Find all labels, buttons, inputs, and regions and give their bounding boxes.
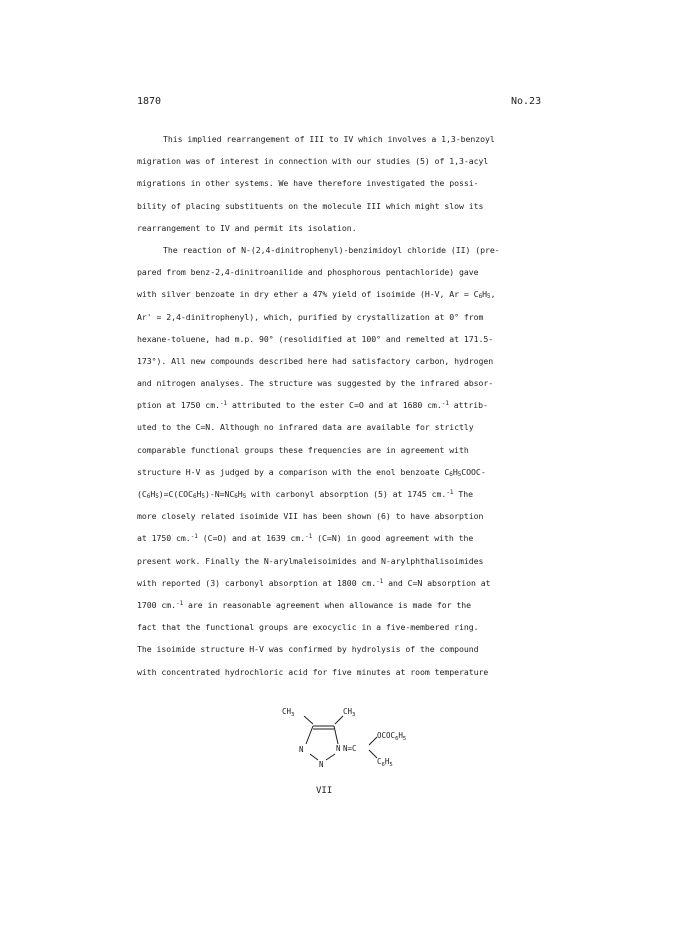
ch3-left-label: $CH_3$ (282, 707, 295, 718)
text-line: The isoimide structure H-V was confirmed by hydrolysis of the compound (137, 644, 479, 655)
text-line: at 1750 cm.$^{-1}$ (C=O) and at 1639 cm.$^{-1}$ (C=N) in good agreement with the (137, 533, 474, 544)
structure-label: VII (316, 786, 333, 796)
imine-label: N=C (343, 744, 357, 753)
text-line: hexane-toluene, had m.p. 90° (resolidified at 100° and remelted at 171.5- (137, 333, 494, 344)
text-line: The reaction of N-(2,4-dinitrophenyl)-benzimidoyl chloride (II) (pre- (163, 244, 500, 255)
chemical-structure-vii (280, 704, 407, 784)
text-line: structure H-V as judged by a comparison with the enol benzoate $C_6H_5COOC-$ (137, 466, 486, 478)
text-line: with reported (3) carbonyl absorption at 1800 cm.$^{-1}$ and C=N absorption at (137, 577, 491, 588)
text-line: fact that the functional groups are exocyclic in a five-membered ring. (137, 622, 479, 633)
ester-label: $OCOC_6H_5$ (377, 731, 407, 742)
text-line: Ar' = 2,4-dinitrophenyl), which, purified by crystallization at 0° from (137, 311, 484, 322)
text-line: uted to the C=N. Although no infrared data are available for strictly (137, 422, 474, 433)
text-line: comparable functional groups these frequencies are in agreement with (137, 444, 469, 455)
text-line: and nitrogen analyses. The structure was suggested by the infrared absor- (137, 378, 494, 389)
text-line: with concentrated hydrochloric acid for five minutes at room temperature (137, 666, 489, 677)
text-line: $(C_6H_5)=C(COC_6H_5)-N=NC_6H_5$ with carbonyl absorption (5) at 1745 cm.$^{-1}$ The (137, 489, 473, 500)
text-line: rearrangement to IV and permit its isolation. (137, 222, 357, 233)
text-line: bility of placing substituents on the molecule III which might slow its (137, 200, 484, 211)
page-number: 1870 (137, 96, 162, 107)
text-line: with silver benzoate in dry ether a 47% yield of isoimide (H-V, $Ar = C_6H_5$, (137, 289, 496, 301)
ring-n3-label: N (336, 744, 341, 753)
text-line: migrations in other systems. We have therefore investigated the possi- (137, 178, 479, 189)
ring-n1-label: N (299, 745, 304, 754)
issue-number: No.23 (511, 96, 542, 107)
body-text (137, 128, 543, 683)
text-line: 173°). All new compounds described here had satisfactory carbon, hydrogen (137, 355, 494, 366)
text-line: 1700 cm.$^{-1}$ are in reasonable agreement when allowance is made for the (137, 599, 472, 610)
text-line: pared from benz-2,4-dinitroanilide and phosphorous pentachloride) gave (137, 267, 479, 278)
ring-n2-label: N (319, 760, 324, 769)
phenyl-label: $C_6H_5$ (377, 757, 393, 768)
ch3-right-label: $CH_3$ (343, 707, 356, 718)
text-line: ption at 1750 cm.$^{-1}$ attributed to the ester C=O and at 1680 cm.$^{-1}$ attrib- (137, 400, 488, 411)
text-line: migration was of interest in connection with our studies (5) of 1,3-acyl (137, 156, 489, 167)
text-line: present work. Finally the N-arylmaleisoimides and N-arylphthalisoimides (137, 555, 484, 566)
text-line: This implied rearrangement of III to IV which involves a 1,3-benzoyl (163, 134, 495, 144)
text-line: more closely related isoimide VII has been shown (6) to have absorption (137, 511, 484, 522)
